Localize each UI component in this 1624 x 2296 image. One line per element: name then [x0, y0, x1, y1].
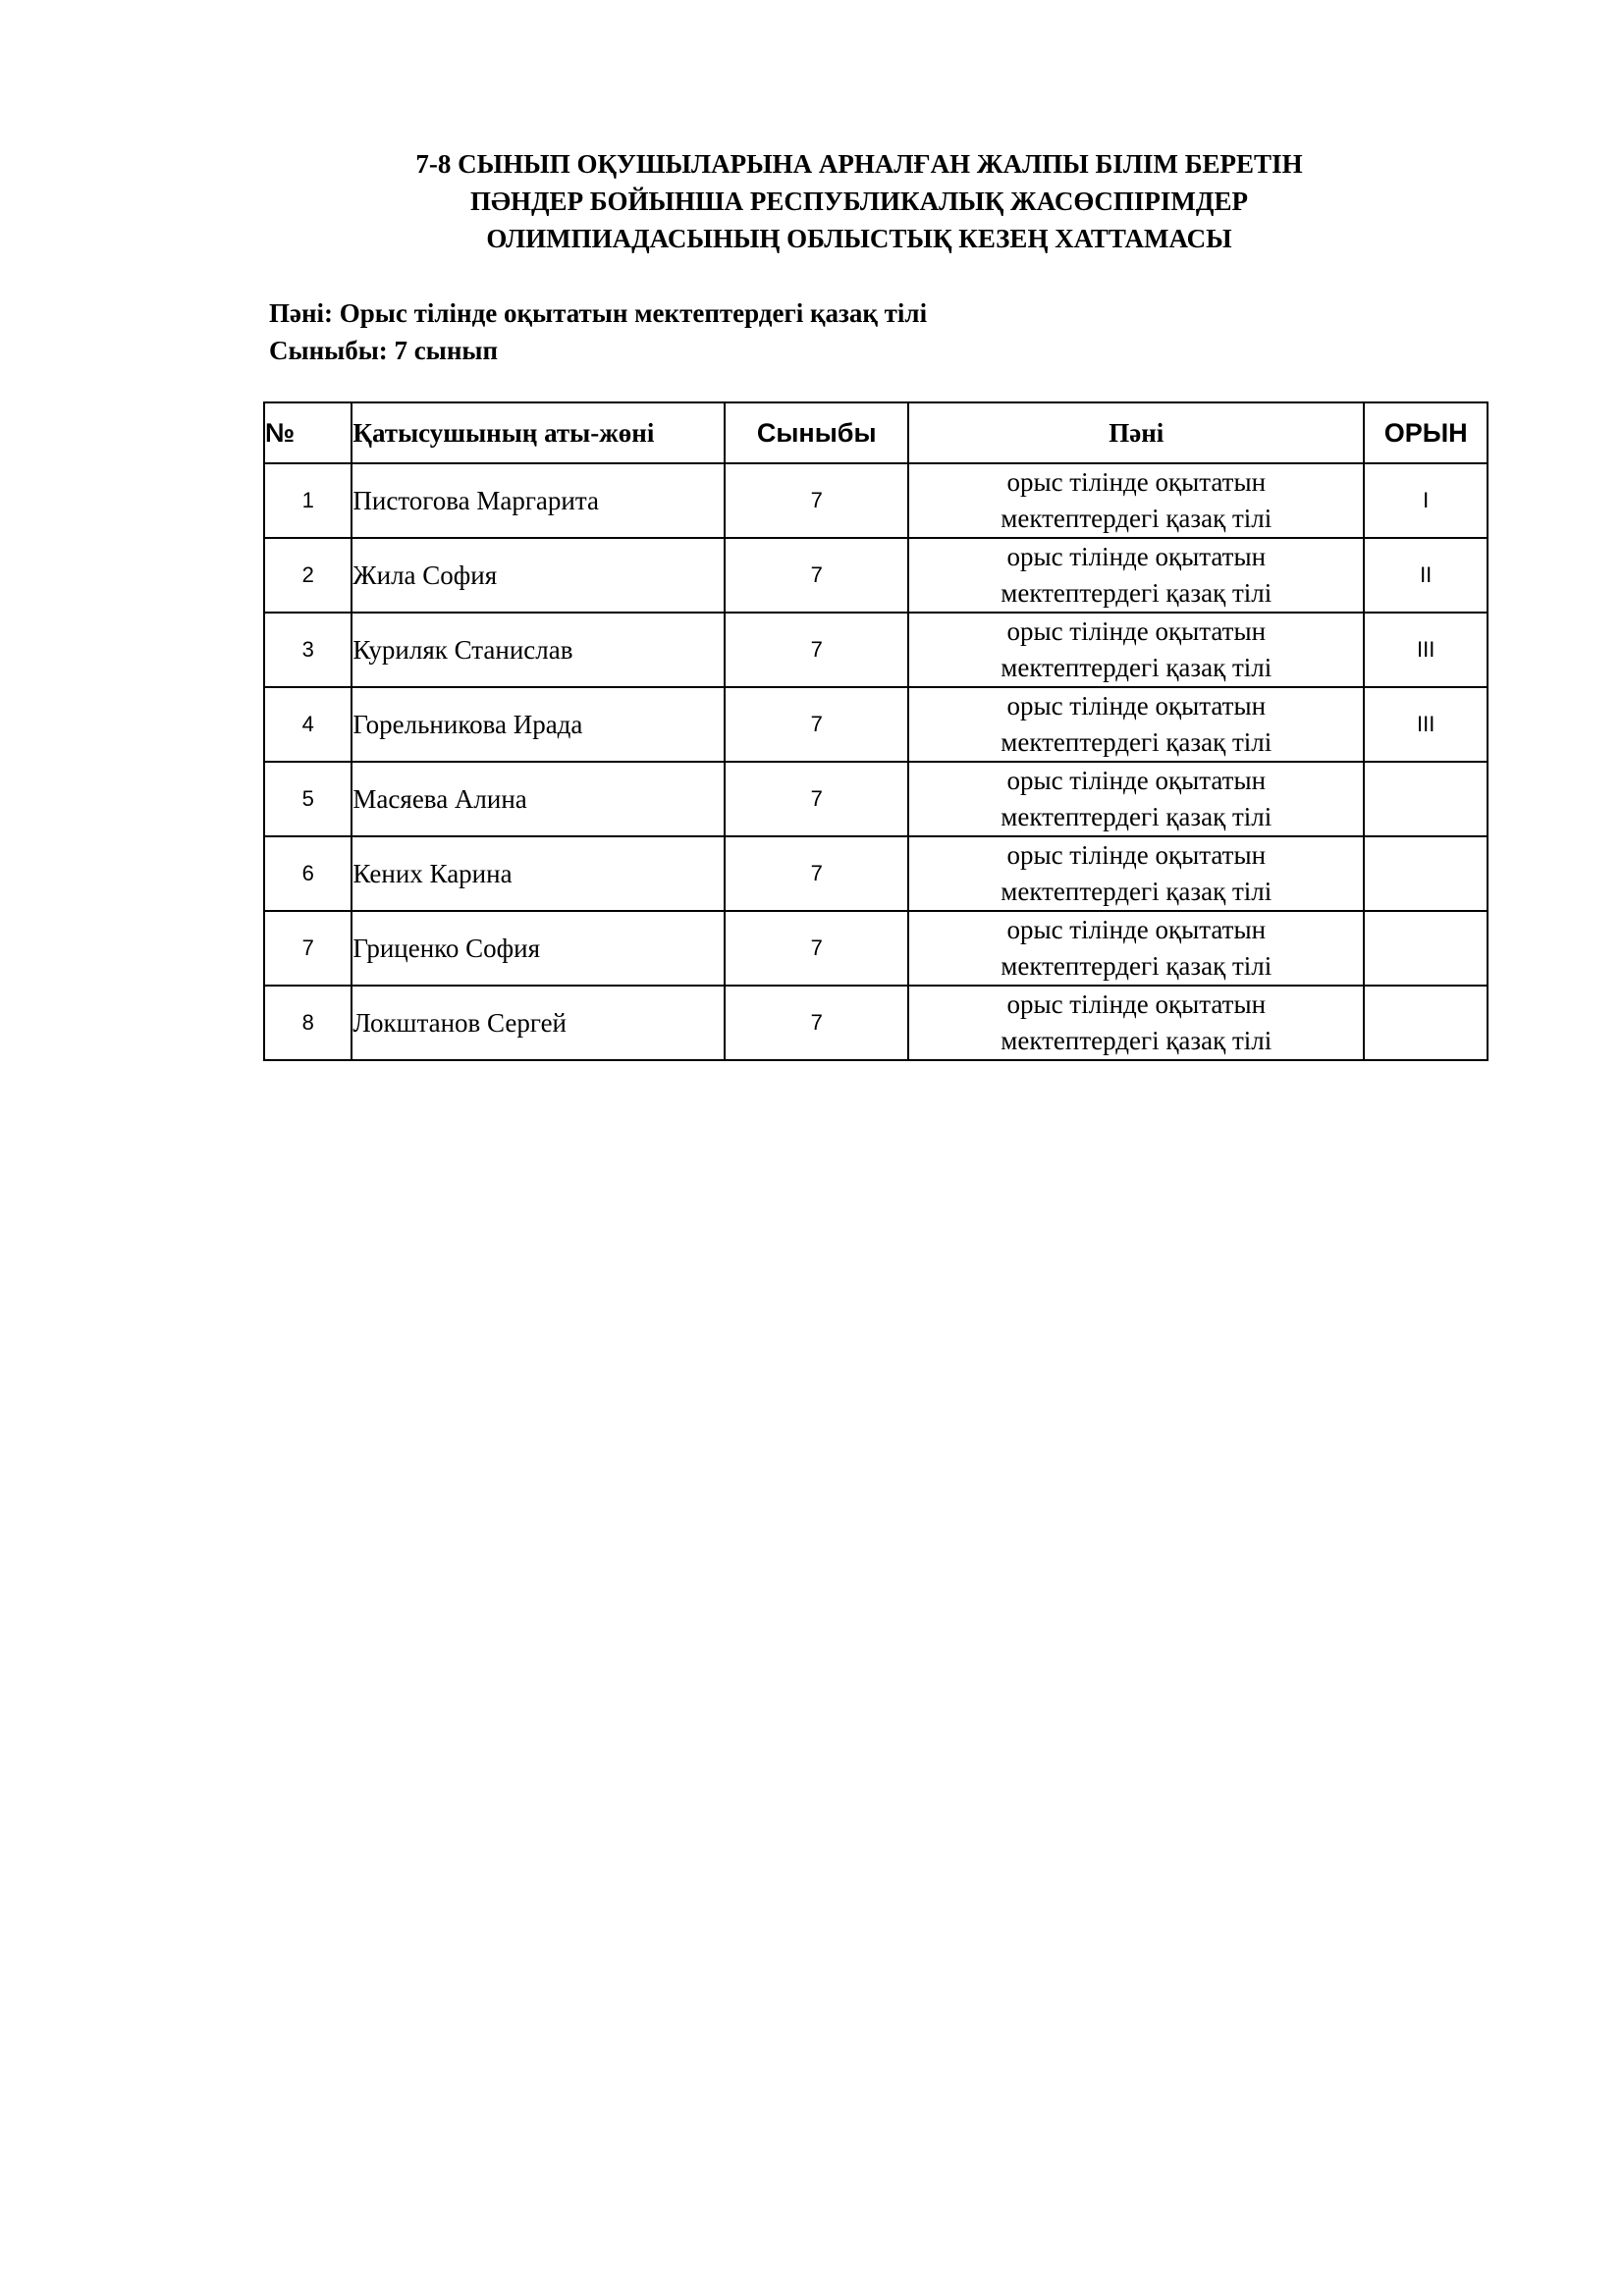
document-title	[295, 145, 1424, 257]
participant-name: Куриляк Станислав	[352, 613, 725, 687]
participant-class: 7	[725, 836, 908, 911]
participant-class: 7	[725, 613, 908, 687]
subject-line-1: орыс тілінде оқытатын	[1006, 915, 1267, 944]
subject-line-2: мектептердегі қазақ тілі	[1001, 578, 1272, 608]
header-subject: Пәні	[908, 402, 1364, 463]
participant-class: 7	[725, 538, 908, 613]
participant-class: 7	[725, 986, 908, 1060]
participant-class: 7	[725, 463, 908, 538]
row-number: 5	[264, 762, 352, 836]
row-number: 4	[264, 687, 352, 762]
participant-place	[1364, 911, 1488, 986]
participant-place	[1364, 762, 1488, 836]
table-row	[264, 911, 1488, 986]
title-line-3: ОЛИМПИАДАСЫНЫҢ ОБЛЫСТЫҚ КЕЗЕҢ ХАТТАМАСЫ	[486, 224, 1232, 253]
subject-line-2: мектептердегі қазақ тілі	[1001, 727, 1272, 757]
participant-name: Пистогова Маргарита	[352, 463, 725, 538]
table-row	[264, 613, 1488, 687]
subject-line-2: мектептердегі қазақ тілі	[1001, 653, 1272, 682]
table-row	[264, 687, 1488, 762]
subject-line-2: мектептердегі қазақ тілі	[1001, 1026, 1272, 1055]
results-table	[263, 401, 1489, 1061]
row-number: 6	[264, 836, 352, 911]
participant-subject	[908, 613, 1364, 687]
subject-line-1: орыс тілінде оқытатын	[1006, 691, 1267, 721]
title-line-1: 7-8 СЫНЫП ОҚУШЫЛАРЫНА АРНАЛҒАН ЖАЛПЫ БІЛІМ БЕРЕТІН	[415, 149, 1303, 179]
header-number: №	[264, 402, 352, 463]
table-row	[264, 836, 1488, 911]
participant-class: 7	[725, 762, 908, 836]
participant-subject	[908, 538, 1364, 613]
participant-place	[1364, 836, 1488, 911]
table-row	[264, 538, 1488, 613]
subject-line-1: орыс тілінде оқытатын	[1006, 989, 1267, 1019]
subject-line-1: орыс тілінде оқытатын	[1006, 467, 1267, 497]
participant-place: I	[1364, 463, 1488, 538]
header-place: ОРЫН	[1364, 402, 1488, 463]
participant-subject	[908, 463, 1364, 538]
class-line: Сыныбы: 7 сынып	[269, 336, 499, 365]
row-number: 8	[264, 986, 352, 1060]
subject-line-1: орыс тілінде оқытатын	[1006, 542, 1267, 571]
header-participant-name: Қатысушының аты-жөні	[352, 402, 725, 463]
participant-place: III	[1364, 613, 1488, 687]
table-row	[264, 463, 1488, 538]
row-number: 7	[264, 911, 352, 986]
subject-line-2: мектептердегі қазақ тілі	[1001, 951, 1272, 981]
participant-subject	[908, 762, 1364, 836]
subject-line-1: орыс тілінде оқытатын	[1006, 766, 1267, 795]
subject-line-1: орыс тілінде оқытатын	[1006, 840, 1267, 870]
participant-class: 7	[725, 687, 908, 762]
participant-place: III	[1364, 687, 1488, 762]
subject-line-1: орыс тілінде оқытатын	[1006, 616, 1267, 646]
header-class: Сыныбы	[725, 402, 908, 463]
row-number: 3	[264, 613, 352, 687]
row-number: 2	[264, 538, 352, 613]
participant-name: Гриценко София	[352, 911, 725, 986]
subject-line: Пәні: Орыс тілінде оқытатын мектептердегі қазақ тілі	[269, 298, 928, 328]
title-line-2: ПӘНДЕР БОЙЫНША РЕСПУБЛИКАЛЫҚ ЖАСӨСПІРІМДЕР	[470, 187, 1248, 216]
subject-line-2: мектептердегі қазақ тілі	[1001, 877, 1272, 906]
table-row	[264, 986, 1488, 1060]
participant-name: Жила София	[352, 538, 725, 613]
table-header-row	[264, 402, 1488, 463]
row-number: 1	[264, 463, 352, 538]
participant-name: Локштанов Сергей	[352, 986, 725, 1060]
participant-subject	[908, 687, 1364, 762]
participant-place: II	[1364, 538, 1488, 613]
participant-place	[1364, 986, 1488, 1060]
document-meta	[269, 294, 927, 369]
subject-line-2: мектептердегі қазақ тілі	[1001, 802, 1272, 831]
participant-class: 7	[725, 911, 908, 986]
participant-name: Масяева Алина	[352, 762, 725, 836]
participant-name: Горельникова Ирада	[352, 687, 725, 762]
participant-name: Кених Карина	[352, 836, 725, 911]
participant-subject	[908, 836, 1364, 911]
table-row	[264, 762, 1488, 836]
participant-subject	[908, 911, 1364, 986]
participant-subject	[908, 986, 1364, 1060]
subject-line-2: мектептердегі қазақ тілі	[1001, 504, 1272, 533]
